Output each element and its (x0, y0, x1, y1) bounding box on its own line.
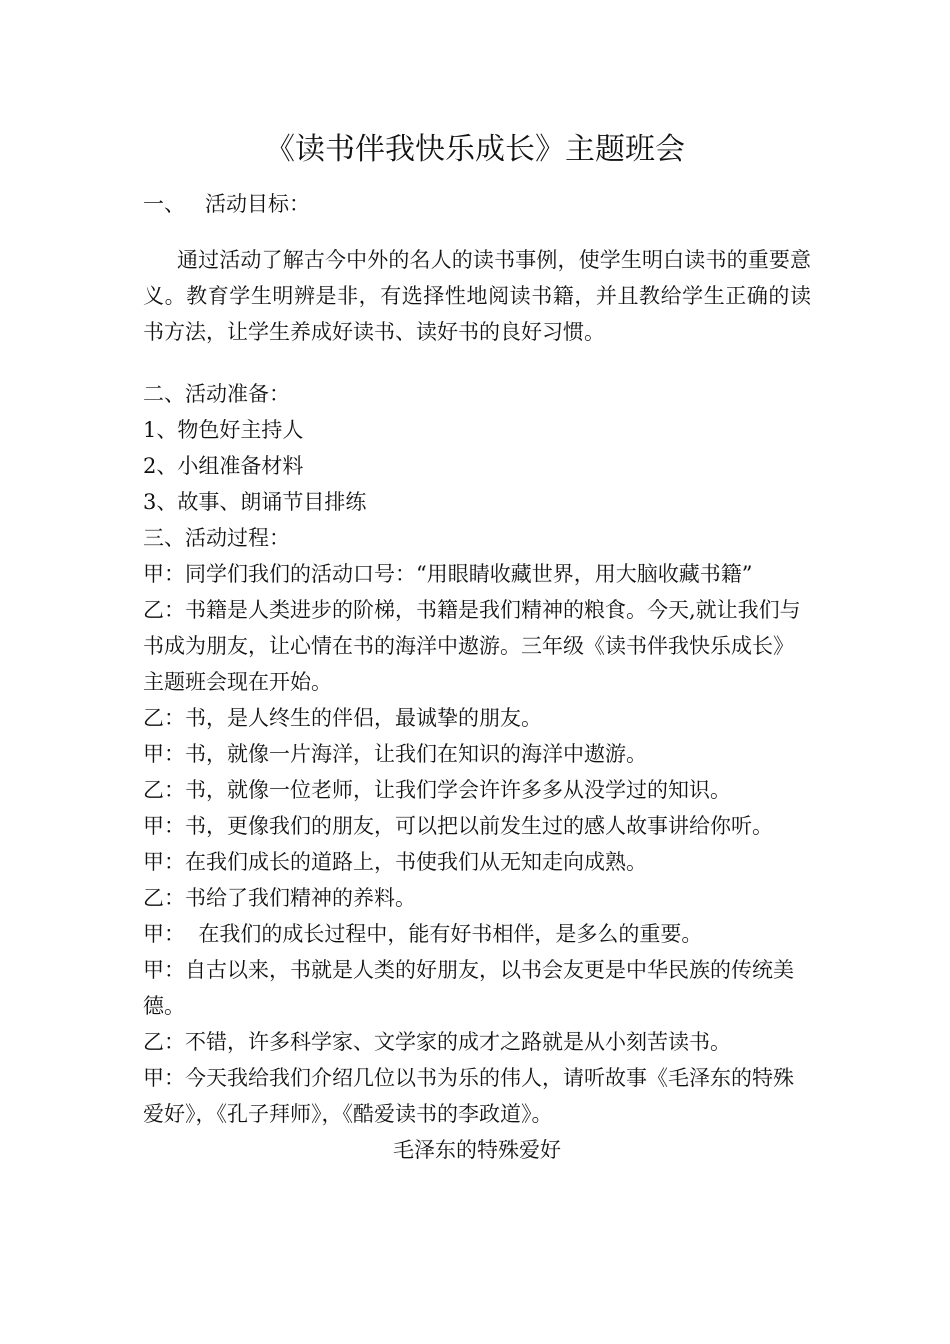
text-line: 3、故事、朗诵节目排练 (143, 490, 367, 514)
text-line: 1、物色好主持人 (143, 418, 304, 442)
text-line: 甲：同学们我们的活动口号：“用眼睛收藏世界，用大脑收藏书籍” (143, 562, 753, 586)
text-line: 甲：书，就像一片海洋，让我们在知识的海洋中遨游。 (143, 742, 647, 766)
section-heading-goals (143, 186, 811, 222)
text-line: 乙：不错，许多科学家、文学家的成才之路就是从小刻苦读书。 (143, 1030, 731, 1054)
story-heading: 毛泽东的特殊爱好 (393, 1138, 561, 1162)
document-title: 《读书伴我快乐成长》主题班会 (265, 132, 685, 167)
text-line: 三、活动过程： (143, 526, 290, 550)
text-line: 乙：书，就像一位老师，让我们学会许许多多从没学过的知识。 (143, 778, 731, 802)
text-line: 甲：书，更像我们的朋友，可以把以前发生过的感人故事讲给你听。 (143, 814, 773, 838)
text-line: 甲：自古以来，书就是人类的好朋友，以书会友更是中华民族的传统美德。 (143, 958, 794, 1018)
activity-lines (143, 376, 811, 1168)
goals-paragraph (143, 242, 811, 350)
goals-paragraph-text: 通过活动了解古今中外的名人的读书事例，使学生明白读书的重要意义。教育学生明辨是非，有选择性地阅读书籍，并且教给学生正确的读书方法，让学生养成好读书、读好书的良好习惯。 (143, 248, 811, 344)
text-line: 二、活动准备： (143, 382, 290, 406)
text-line: 乙：书，是人终生的伴侣，最诚挚的朋友。 (143, 706, 542, 730)
text-line: 2、小组准备材料 (143, 454, 304, 478)
text-line: 乙：书籍是人类进步的阶梯，书籍是我们精神的粮食。今天,就让我们与书成为朋友，让心情在书的海洋中遨游。三年级《读书伴我快乐成长》主题班会现在开始。 (143, 598, 801, 694)
text-line: 乙：书给了我们精神的养料。 (143, 886, 416, 910)
text-line: 甲：在我们成长的道路上，书使我们从无知走向成熟。 (143, 850, 647, 874)
text-line: 甲：今天我给我们介绍几位以书为乐的伟人，请听故事《毛泽东的特殊爱好》，《孔子拜师》，《酷爱读书的李政道》。 (143, 1066, 794, 1126)
section-heading-text: 一、 活动目标： (143, 192, 311, 216)
text-line: 甲： 在我们的成长过程中，能有好书相伴，是多么的重要。 (143, 922, 703, 946)
